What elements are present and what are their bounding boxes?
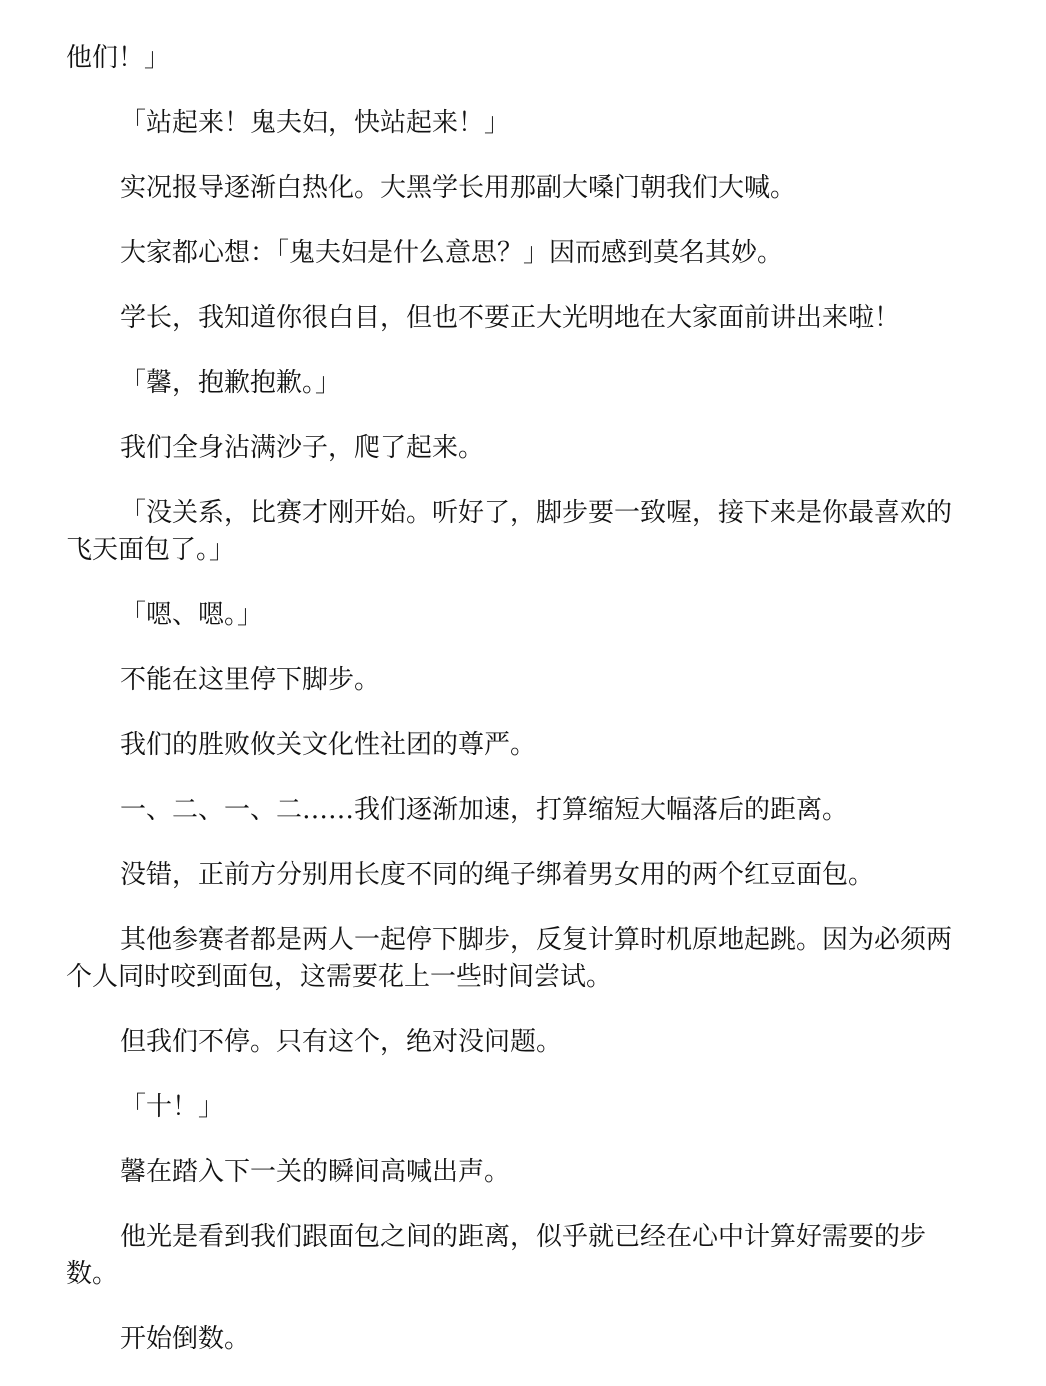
paragraph: 我们全身沾满沙子，爬了起来。 [120, 433, 485, 463]
paragraph: 学长，我知道你很白目，但也不要正大光明地在大家面前讲出来啦！ [120, 303, 901, 333]
paragraph: 馨在踏入下一关的瞬间高喊出声。 [120, 1157, 511, 1187]
paragraph: 大家都心想：「鬼夫妇是什么意思？」因而感到莫名其妙。 [120, 238, 784, 268]
paragraph: 其他参赛者都是两人一起停下脚步，反复计算时机原地起跳。因为必须两个人同时咬到面包，这需要花上一些时间尝试。 [66, 925, 953, 992]
paragraph: 不能在这里停下脚步。 [120, 665, 381, 695]
paragraph: 「十！」 [120, 1092, 225, 1122]
document-page [66, 40, 976, 1386]
paragraph: 一、二、一、二……我们逐渐加速，打算缩短大幅落后的距离。 [120, 795, 849, 825]
paragraph: 他光是看到我们跟面包之间的距离，似乎就已经在心中计算好需要的步数。 [66, 1222, 927, 1289]
paragraph: 「嗯、嗯。」 [120, 600, 264, 630]
paragraph: 实况报导逐渐白热化。大黑学长用那副大嗓门朝我们大喊。 [120, 173, 797, 203]
paragraph: 他们！」 [66, 43, 171, 73]
paragraph: 但我们不停。只有这个，绝对没问题。 [120, 1027, 563, 1057]
paragraph: 没错，正前方分别用长度不同的绳子绑着男女用的两个红豆面包。 [120, 860, 875, 890]
paragraph: 「没关系，比赛才刚开始。听好了，脚步要一致喔，接下来是你最喜欢的飞天面包了。」 [66, 498, 953, 565]
paragraph: 「站起来！鬼夫妇，快站起来！」 [120, 108, 511, 138]
paragraph: 开始倒数。 [120, 1324, 251, 1354]
paragraph: 我们的胜败攸关文化性社团的尊严。 [120, 730, 537, 760]
paragraph: 「馨，抱歉抱歉。」 [120, 368, 342, 398]
